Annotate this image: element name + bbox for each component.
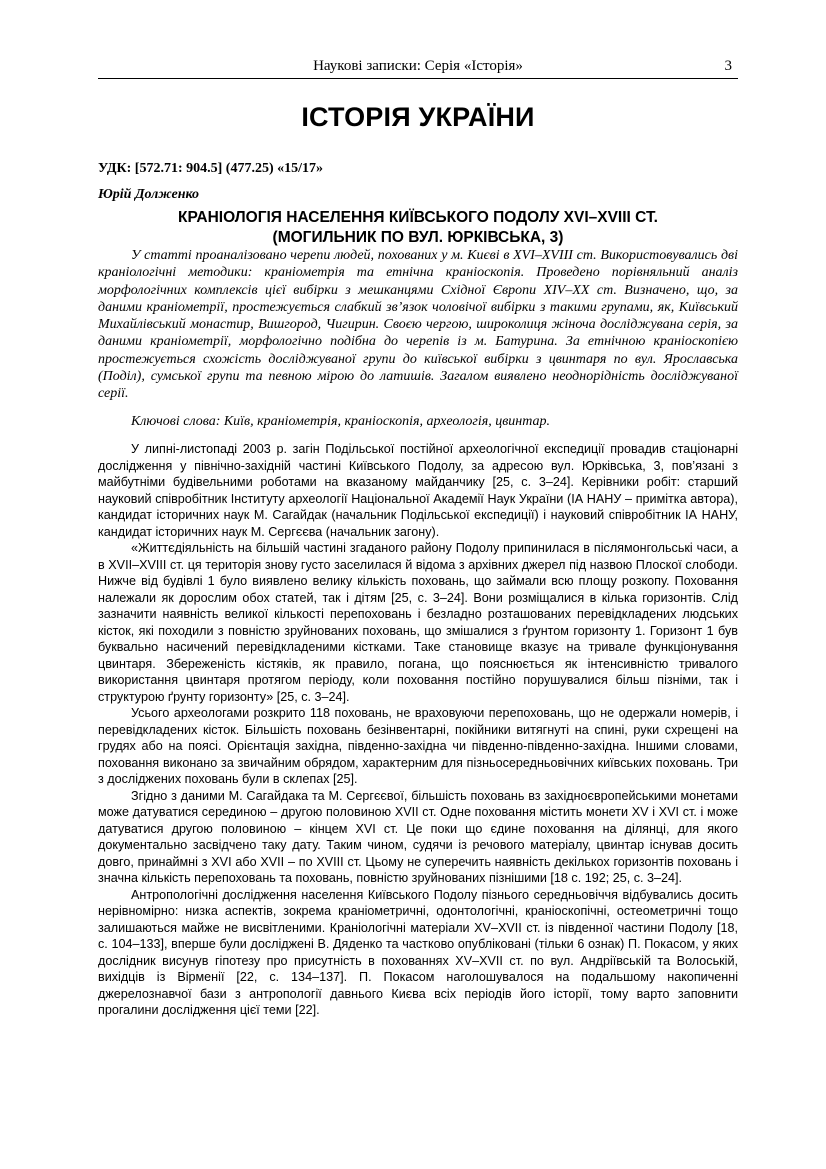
author-name: Юрій Долженко <box>98 187 200 202</box>
running-header <box>98 56 738 79</box>
section-title: ІСТОРІЯ УКРАЇНИ <box>301 102 535 132</box>
udk-code: УДК: [572.71: 904.5] (477.25) «15/17» <box>98 161 324 176</box>
page-number: 3 <box>724 58 732 74</box>
journal-title: Наукові записки: Серія «Історія» <box>313 58 523 74</box>
keywords: Ключові слова: Київ, краніометрія, краніоскопія, археологія, цвинтар. <box>131 414 551 429</box>
body-paragraph: Усього археологами розкрито 118 поховань, не враховуючи перепоховань, що не одержали номерів, і перевідкладених кісток. Більшість поховань безінвентарні, покійники витягнуті на спині, руки схрещені на грудях або на поясі. Орієнтація західна, південно-західна чи південно-південно-західна. Іншими словами, поховання виконано за звичайним обрядом, характерним для пізньосередньовічних київських поховань. Три з досліджених поховань були в склепах [25]. <box>98 706 738 786</box>
body-paragraph: Згідно з даними М. Сагайдака та М. Сергєєвої, більшість поховань вз західноєвропейськими монетами може датуватися серединою – другою половиною XVII ст. Одне поховання містить монети XV і XVI ст. і може датуватися другою половиною – кінцем XVI ст. Це поки що єдине поховання на ділянці, для якого документально засвідчено таку дату. Таким чином, судячи із речового матеріалу, цвинтар існував досить довго, принаймні з XVI або XVII – по XVIII ст. Цьому не суперечить наявність декількох горизонтів поховань і значна кількість перепоховань та поховань, повністю зруйнованих пізнішими [18 с. 192; 25, с. 3–24]. <box>98 788 738 885</box>
body-paragraph: У липні-листопаді 2003 р. загін Подільської постійної археологічної експедиції провадив стаціонарні дослідження у північно-західній частині Київського Подолу, за адресою вул. Юрківська, 3, пов’язані з майбутніми будівельними роботами на вказаному майданчику [25, с. 3–24]. Керівники робіт: старший науковий співробітник Інституту археології Національної Академії Наук України (ІА НАНУ – примітка автора), кандидат історичних наук М. Сагайдак (начальник Подільської експедиції) і науковий співробітник ІА НАНУ, кандидат історичних наук М. Сергєєва (начальник загону). <box>98 442 738 539</box>
article-title <box>98 208 738 248</box>
abstract: У статті проаналізовано черепи людей, похованих у м. Києві в XVI–XVIII ст. Використовувались дві краніологічні методики: краніометрія та етнічна краніоскопія. Проведено порівняльний аналіз морфологічних комплексів цієї вибірки з мешканцями Східної Європи XIV–XX ст. Визначено, що, за даними краніометрії, простежується слабкий зв’язок чоловічої вибірки з такими групами, як, Київський Михайлівський монастир, Вишгород, Чигирин. Своєю чергою, широколиця жіноча досліджувана серія, за даними краніометрії, морфологічно подібна до черепів із м. Батурина. За етнічною краніоскопією простежується схожість досліджуваної групи до київської вибірки з цвинтаря по вул. Ярославська (Поділ), сумської групи та певною мірою до латишів. Загалом виявлено неоднорідність досліджуваної серії. <box>98 248 738 402</box>
body-paragraph: «Життєдіяльність на більшій частині згаданого району Подолу припинилася в післямонгольські часи, а в XVII–XVIII ст. ця територія знову густо заселилася й відома з архівних джерел під назвою Плоскої слободи. Нижче від будівлі 1 було виявлено велику кількість поховань, що займали всю площу розкопу. Поховання належали як дорослим обох статей, так і дітям [25, с. 3–24]. Вони розміщалися в кілька горизонтів. Слід зазначити наявність великої кількості перепоховань і безладно розташованих перевідкладених людських кісток, які походили з повністю зруйнованих поховань, що змішалися з ґрунтом горизонту 1. Горизонт 1 був буквально насичений перевідкладеними кістками. Таке становище вказує на тривале функціонування цвинтаря. Збереженість кістяків, як правило, погана, що пояснюється як інтенсивністю тривалого використання цвинтаря протягом періоду, коли поховання постійно порушувалися більш пізніми, так і структурою ґрунту горизонту» [25, с. 3–24]. <box>98 541 738 704</box>
article-title-line-2: (МОГИЛЬНИК ПО ВУЛ. ЮРКІВСЬКА, 3) <box>272 229 564 246</box>
body-paragraph: Антропологічні дослідження населення Київського Подолу пізнього середньовіччя відбувались досить нерівномірно: низка аспектів, зокрема краніометричні, одонтологічні, краніоскопічні, остеометричні тощо залишаються майже не висвітленими. Краніологічні матеріали XV–XVII ст. із південної частини Подолу [18, с. 104–133], вперше були досліджені В. Дяденко та частково опубліковані (тільки 6 ознак) П. Покасом, у яких дослідник висунув гіпотезу про присутність в похованнях XV–XVII ст. по вул. Андріївській та Волоській, вихідців із Вірменії [22, с. 134–137]. П. Покасом наголошувалося на подальшому накопиченні джерелознавчої бази з антропології давнього Києва всіх періодів його історії, тому варто заповнити прогалини дослідження цієї теми [22]. <box>98 887 738 1017</box>
article-title-line-1: КРАНІОЛОГІЯ НАСЕЛЕННЯ КИЇВСЬКОГО ПОДОЛУ XVI–XVIII СТ. <box>177 209 658 226</box>
article-body <box>98 441 738 1019</box>
